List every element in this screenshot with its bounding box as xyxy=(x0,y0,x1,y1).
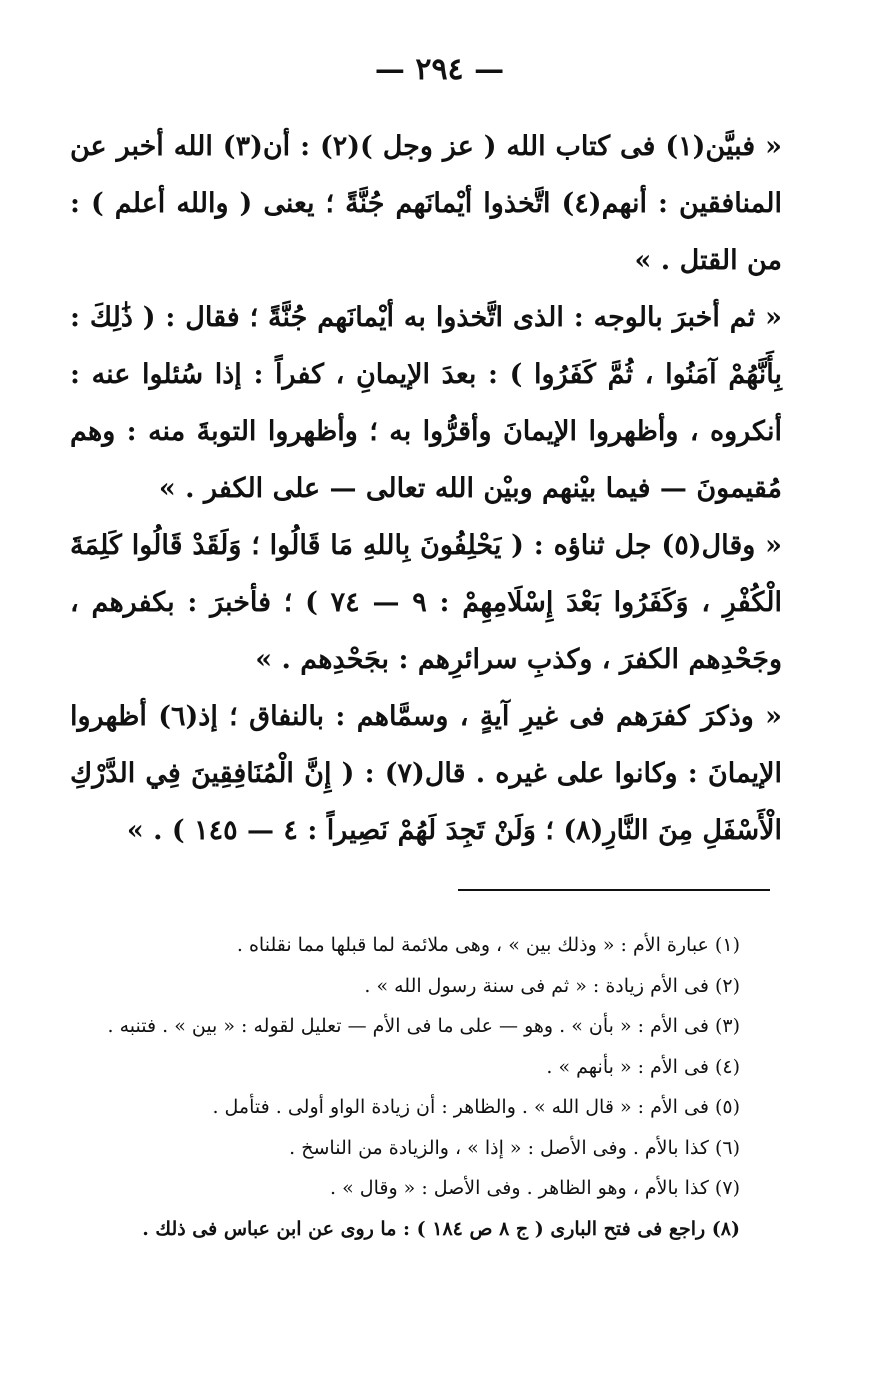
main-text xyxy=(70,118,782,859)
footnotes xyxy=(75,925,740,1249)
paragraph-4: « وذكرَ كفرَهم فى غيرِ آيةٍ ، وسمَّاهم : بالنفاق ؛ إذ(٦) أظهروا الإيمانَ : وكانوا على غيره . قال(٧) : ( إِنَّ الْمُنَافِقِينَ فِي الدَّرْكِ الْأَسْفَلِ مِنَ النَّارِ(٨) ؛ وَلَنْ تَجِدَ لَهُمْ نَصِيراً : ٤ — ١٤٥ ) . » xyxy=(70,701,782,846)
paragraph-3: « وقال(٥) جل ثناؤه : ( يَحْلِفُونَ بِاللهِ مَا قَالُوا ؛ وَلَقَدْ قَالُوا كَلِمَةَ الْكُفْرِ ، وَكَفَرُوا بَعْدَ إِسْلَامِهِمْ : ٩ — ٧٤ ) ؛ فأخبرَ : بكفرهم ، وجَحْدِهم الكفرَ ، وكذبِ سرائرِهم : بجَحْدِهم . » xyxy=(70,530,782,675)
footnote-7: (٧) كذا بالأم ، وهو الظاهر . وفى الأصل : « وقال » . xyxy=(330,1177,740,1199)
footnote-divider xyxy=(458,889,770,891)
footnote-2: (٢) فى الأم زيادة : « ثم فى سنة رسول الله » . xyxy=(364,974,740,997)
paragraph-1: « فبيَّن(١) فى كتاب الله ( عز وجل )(٢) : أن(٣) الله أخبر عن المنافقين : أنهم(٤) اتَّخذوا أيْمانَهم جُنَّةً ؛ يعنى ( والله أعلم ) : من القتل . » xyxy=(70,131,782,276)
paragraph-2: « ثم أخبرَ بالوجه : الذى اتَّخذوا به أيْمانَهم جُنَّةً ؛ فقال : ( ذَٰلِكَ : بِأَنَّهُمْ آمَنُوا ، ثُمَّ كَفَرُوا ) : بعدَ الإيمانِ ، كفراً : إذا سُئلوا عنه : أنكروه ، وأظهروا الإيمانَ وأقرُّوا به ؛ وأظهروا التوبةَ منه : وهم مُقيمونَ — فيما بيْنهم وبيْن الله تعالى — على الكفر . » xyxy=(70,302,782,504)
footnote-3: (٣) فى الأم : « بأن » . وهو — على ما فى الأم — تعليل لقوله : « بين » . فتنبه . xyxy=(107,1015,740,1037)
footnote-6: (٦) كذا بالأم . وفى الأصل : « إذا » ، والزيادة من الناسخ . xyxy=(289,1136,740,1159)
footnote-4: (٤) فى الأم : « بأنهم » . xyxy=(546,1055,740,1078)
footnote-1: (١) عبارة الأم : « وذلك بين » ، وهى ملائمة لما قبلها مما نقلناه . xyxy=(236,934,740,956)
footnote-8: (٨) راجع فى فتح البارى ( ج ٨ ص ١٨٤ ) : ما روى عن ابن عباس فى ذلك . xyxy=(142,1217,740,1240)
page-number: — ٢٩٤ — xyxy=(374,52,505,87)
footnote-5: (٥) فى الأم : « قال الله » . والظاهر : أن زيادة الواو أولى . فتأمل . xyxy=(212,1096,740,1118)
